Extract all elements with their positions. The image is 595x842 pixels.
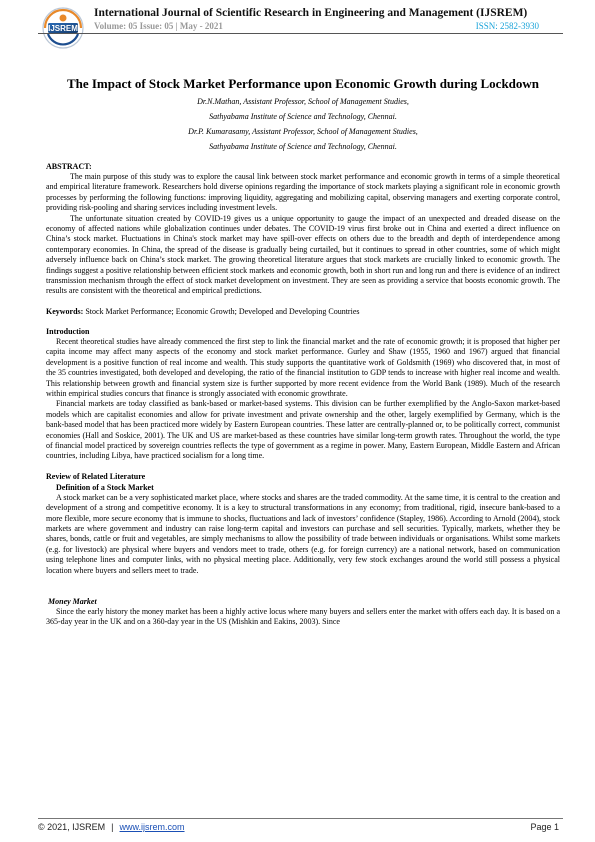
paper-content [46, 76, 560, 628]
page-footer [0, 818, 595, 838]
money-market-heading: Money Market [48, 597, 97, 606]
author-affiliation: Sathyabama Institute of Science and Technology, Chennai. [209, 142, 397, 151]
keywords-text: Stock Market Performance; Economic Growth; Developed and Developing Countries [85, 306, 360, 316]
introduction-paragraph: Financial markets are today classified as bank-based or market-based systems. This division can be further exemplified by the Anglo-Saxon market-based models which are capitalist economies and allow for private investment and private ownership and the other, largely exemplified by Germany, which is the bank-based model that has been practiced more widely by Eastern European countries. These latter are centrally-planned or, to be politically correct, communist economies (Hall and Soskice, 2001). The UK and US are market-based as these countries have similar long-term growth rates. Throughout the world, the type of financial model practiced by sovereign countries reflects the type of government as a regime in power. Many, Eastern European, Middle Eastern and African countries, including Libya, have practiced socialism for a long time. [46, 399, 560, 461]
footer-left [38, 822, 185, 832]
issn-number: ISSN: 2582-3930 [475, 21, 539, 31]
copyright-text: © 2021, IJSREM [38, 822, 106, 832]
abstract-paragraph: The main purpose of this study was to explore the causal link between stock market performance and economic growth in terms of a simple theoretical and empirical literature framework. Researchers hold diverse opinions regarding the importance of stock markets playing a significant role in economic growth processes by performing the following functions: improving liquidity, aggregating and mobilizing capital, observing managers and exerting corporate control, providing risk-pooling and sharing services including investment levels. [46, 172, 560, 213]
paper-title: The Impact of Stock Market Performance upon Economic Growth during Lockdown [66, 76, 540, 91]
abstract-heading: ABSTRACT: [46, 162, 92, 171]
footer-divider [38, 818, 563, 819]
review-paragraph: A stock market can be a very sophisticated market place, where stocks and shares are the traded commodity. At the same time, it is central to the creation and development of a strong and competitive economy. It is a key to structural transformations in any economy; from traditional, rigid, insecure bank-based to a more flexible, more secure economy that is immune to shocks, fluctuations and lack of investors’ confidence (Stapley, 1986). According to Arnold (2004), stock markets are where government and industry can raise long-term capital and investors can purchase and sell securities. Typically, markets, whether they be shares, bonds, cattle or fruit and vegetables, are simply mechanisms to allow the possibility of trade between individuals or organisations. Whilst some markets (e.g. for livestock) are physical where buyers and vendors meet to trade, others (e.g. for foreign currency) are a national network, based on communication using telephone lines and computer links, with no physical meeting place. Additionally, very few stock exchanges around the world still possess a physical location where buyers and sellers meet to trade. [46, 492, 560, 575]
header-divider [38, 33, 563, 34]
introduction-heading: Introduction [46, 326, 90, 336]
ijsrem-logo [36, 4, 90, 58]
logo-emblem-icon [36, 4, 90, 58]
logo-text: IJSREM [48, 24, 78, 33]
journal-title: International Journal of Scientific Research in Engineering and Management (IJSREM) [94, 7, 528, 19]
author-affiliation: Sathyabama Institute of Science and Technology, Chennai. [209, 112, 397, 121]
footer-separator: | [111, 822, 114, 832]
author-line: Dr.P. Kumarasamy, Assistant Professor, School of Management Studies, [188, 127, 418, 136]
website-link[interactable]: www.ijsrem.com [119, 822, 185, 832]
money-market-paragraph: Since the early history the money market has been a highly active locus where many buyers and sellers enter the market with offers each day. It is based on a 365-day year in the UK and on a 360-day year in the US (Mishkin and Eakins, 2003). Since [46, 607, 560, 627]
author-line: Dr.N.Mathan, Assistant Professor, School of Management Studies, [197, 97, 409, 106]
review-heading: Review of Related Literature [46, 471, 146, 481]
page-number: Page 1 [530, 822, 559, 832]
introduction-paragraph: Recent theoretical studies have already commenced the first step to link the financial market and the rate of economic growth; it is proposed that higher per capita income may affect many aspects of the economy and stock market performance. Gurley and Shaw (1955, 1960 and 1967) argued that financial development is a positive function of real income and wealth. This study supports the quantitative work of Goldsmith (1969) who discovered that, in most of the 35 countries investigated, both developed and developing, the ratio of the financial institution to GDP tends to increase with higher real income and wealth. This relationship between growth and financial system size is further supported by more recent evidence from the World Bank (1989). Much of the research within empirical studies concurs that finance is strongly associated with economic growthrate. [46, 336, 560, 398]
stock-market-definition-heading: Definition of a Stock Market [56, 482, 154, 492]
keywords [46, 306, 560, 317]
keywords-label: Keywords: [46, 306, 84, 316]
page-header [0, 0, 595, 64]
volume-issue: Volume: 05 Issue: 05 | May - 2021 [94, 21, 223, 31]
abstract-paragraph: The unfortunate situation created by COVID-19 gives us a unique opportunity to gauge the impact of an unexpected and dreaded disease on the economy of affected nations while globalization continues under debates. The COVID-19 virus first broke out in China and exerted a direct influence on China’s stock market. Fluctuations in China's stock market may have spill-over effects on others due to the breadth and depth of interdependence among contemporary economies. In China, the spread of the disease is gradually being curtailed, but it continues to spread in other countries, some of which might adversely influence back on China’s stock market. The growing theoretical literature argues that stock markets are crucially linked to economic growth. The findings suggest a positive relationship between efficient stock markets and economic growth, both in short run and long run and there is evidence of an indirect transmission mechanism through the effect of stock market development on investment. They are seen as providing a service that boosts economic growth. The results are consistent with the theoretical and empirical predictions. [46, 213, 560, 296]
